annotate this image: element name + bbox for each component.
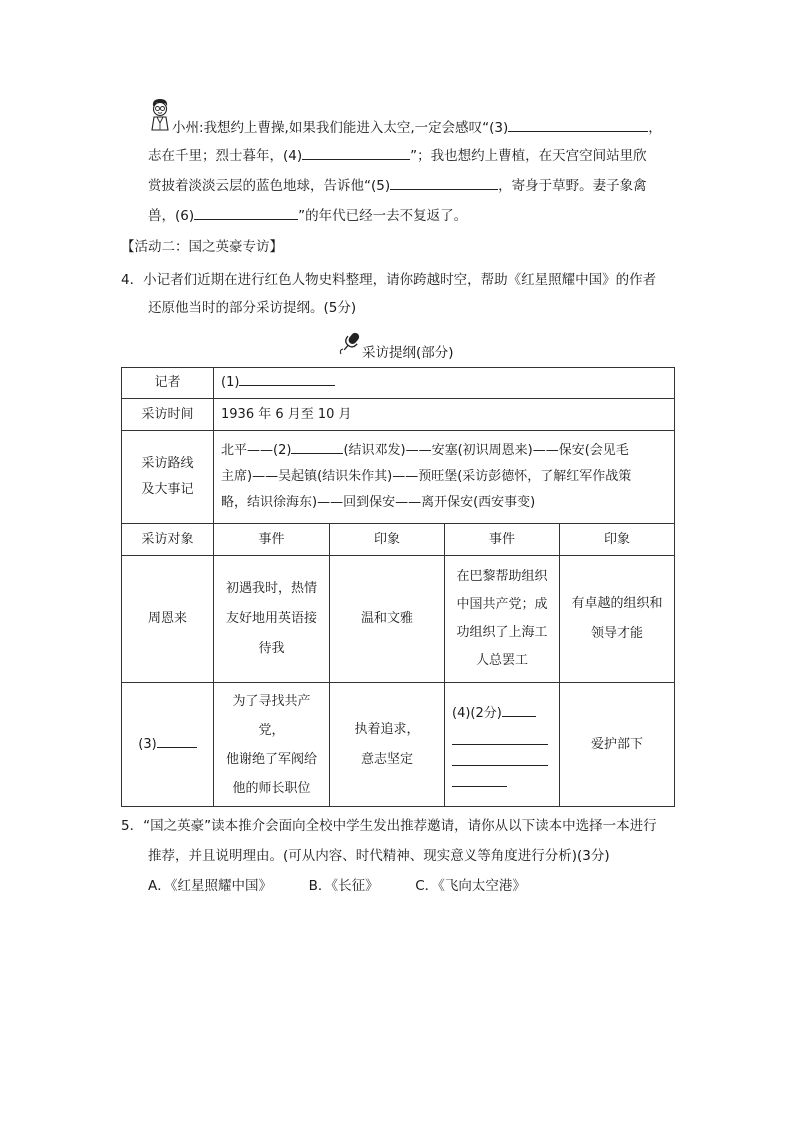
answer-blank-4[interactable]: [302, 145, 410, 160]
table-title: 采访提纲(部分): [362, 345, 454, 361]
route-text-2: (结识邓发)——安塞(初识周恩来)——保安(会见毛: [343, 443, 629, 458]
route-line-3: 略，结识徐海东)——回到保安——离开保安(西安事变): [221, 495, 536, 510]
blank-label-6: (6): [175, 208, 195, 224]
option-b[interactable]: B．《长征》: [308, 878, 379, 894]
header-event-2: 事件: [445, 524, 560, 556]
student-avatar-icon: [148, 97, 172, 131]
zhou-impression-2-line: 有卓越的组织和: [571, 596, 663, 611]
row3-event-2-cell: [445, 683, 560, 807]
q3-text-3: 赏披着淡淡云层的蓝色地球，告诉他“: [148, 178, 371, 194]
answer-blank-6[interactable]: [194, 205, 298, 220]
row3-event-2-first-line: [452, 702, 552, 724]
reporter-cell: [214, 368, 675, 399]
zhou-impression-2: [560, 556, 675, 683]
q4-prompt-line-2: 还原他当时的部分采访提纲。(5分): [148, 300, 357, 316]
route-label: [122, 431, 214, 524]
answer-blank-4b[interactable]: [452, 724, 548, 745]
table-row-3: [122, 683, 675, 807]
blank-label-3: (3): [489, 120, 509, 136]
option-a[interactable]: A．《红星照耀中国》: [148, 878, 272, 894]
zhou-event-2: [445, 556, 560, 683]
table-row-zhou: [122, 556, 675, 683]
time-value: 1936 年 6 月至 10 月: [214, 399, 675, 431]
row3-impression-2: 爱护部下: [560, 683, 675, 807]
route-label-line-1: 采访路线: [141, 456, 194, 471]
microphone-icon: [338, 330, 362, 356]
q3-text-3-end: ，寄身于草野。妻子象禽: [498, 178, 647, 194]
row3-event-1-line: 为了寻找共产党，: [232, 693, 311, 738]
answer-blank-subject[interactable]: [157, 733, 197, 748]
q3-text-4: 兽，: [148, 208, 175, 224]
q5-prompt-line-2: 推荐，并且说明理由。(可从内容、时代精神、现实意义等角度进行分析)(3分): [148, 848, 610, 864]
header-subject: 采访对象: [122, 524, 214, 556]
q3-line-3: [148, 175, 647, 196]
answer-blank-2[interactable]: [291, 439, 343, 454]
answer-blank-3[interactable]: [508, 117, 648, 132]
route-cell: [214, 431, 675, 524]
zhou-name: 周恩来: [122, 556, 214, 683]
zhou-event-2-line: 人总罢工: [475, 653, 528, 668]
row3-event-1-line: 他的师长职位: [232, 780, 311, 796]
table-row-reporter: [122, 368, 675, 399]
q3-text-4-end: ”的年代已经一去不复返了。: [298, 208, 468, 224]
route-text-1: 北平——: [221, 443, 274, 458]
route-line-2: 主席)——吴起镇(结识朱作其)——预旺堡(采访彭德怀，了解红军作战策: [221, 469, 632, 484]
q3-text-2-end: ”；我也想约上曹植，在天宫空间站里欣: [410, 148, 647, 164]
q3-text-2: 志在千里；烈士暮年，: [148, 148, 283, 164]
blank-label-3-cell: (3): [138, 736, 157, 752]
interview-outline-table: [121, 367, 675, 807]
row3-subject-cell: [122, 683, 214, 807]
speaker-label: 小州:: [172, 120, 204, 136]
route-line-1: [221, 438, 667, 464]
blank-label-1: (1): [221, 375, 240, 390]
zhou-event-1-line: 友好地用英语接: [225, 611, 317, 626]
reporter-label: 记者: [122, 368, 214, 399]
row3-impression-1: [330, 683, 445, 807]
blank-label-2: (2): [273, 443, 292, 458]
zhou-impression-1: 温和文雅: [330, 556, 445, 683]
header-impression-2: 印象: [560, 524, 675, 556]
header-impression-1: 印象: [330, 524, 445, 556]
header-event-1: 事件: [214, 524, 330, 556]
q5-prompt-line-1: 5．“国之英豪”读本推介会面向全校中学生发出推荐邀请，请你从以下读本中选择一本进行: [121, 818, 657, 834]
answer-blank-5[interactable]: [390, 175, 498, 190]
answer-blank-4a[interactable]: [502, 702, 536, 717]
q3-text-1: 我想约上曹操,如果我们能进入太空,一定会感叹“: [203, 120, 490, 136]
q3-text-1-end: ，: [648, 120, 662, 136]
time-label: 采访时间: [122, 399, 214, 431]
row3-impression-1-line: 意志坚定: [360, 751, 413, 767]
zhou-event-1-line: 初遇我时，热情: [225, 581, 317, 596]
row3-impression-1-line: 执着追求，: [354, 721, 420, 737]
zhou-event-2-line: 中国共产党；成: [456, 597, 548, 612]
zhou-impression-2-line: 领导才能: [591, 626, 644, 641]
route-label-line-2: 及大事记: [141, 482, 194, 497]
zhou-event-2-line: 功组织了上海工: [456, 625, 548, 640]
q3-line-4: [148, 205, 467, 226]
table-row-time: [122, 399, 675, 431]
table-header-row: [122, 524, 675, 556]
zhou-event-2-line: 在巴黎帮助组织: [456, 569, 548, 584]
zhou-event-1: [214, 556, 330, 683]
blank-label-4-cell: (4)(2分): [452, 706, 502, 721]
activity-heading: 【活动二：国之英豪专访】: [121, 239, 283, 255]
blank-label-4: (4): [283, 148, 303, 164]
option-c[interactable]: C．《飞向太空港》: [415, 878, 526, 894]
row3-event-1-line: 他谢绝了军阀给: [225, 751, 317, 767]
answer-blank-4d[interactable]: [452, 766, 507, 787]
zhou-event-1-line: 待我: [258, 641, 285, 656]
q3-line-2: [148, 145, 647, 166]
row3-event-1: [214, 683, 330, 807]
table-row-route: [122, 431, 675, 524]
answer-blank-1[interactable]: [239, 371, 335, 386]
blank-label-5: (5): [371, 178, 391, 194]
q4-prompt-line-1: 4．小记者们近期在进行红色人物史料整理，请你跨越时空，帮助《红星照耀中国》的作者: [121, 272, 657, 288]
answer-blank-4c[interactable]: [452, 745, 548, 766]
q5-options: [148, 876, 526, 896]
q3-line-1: [172, 117, 662, 138]
